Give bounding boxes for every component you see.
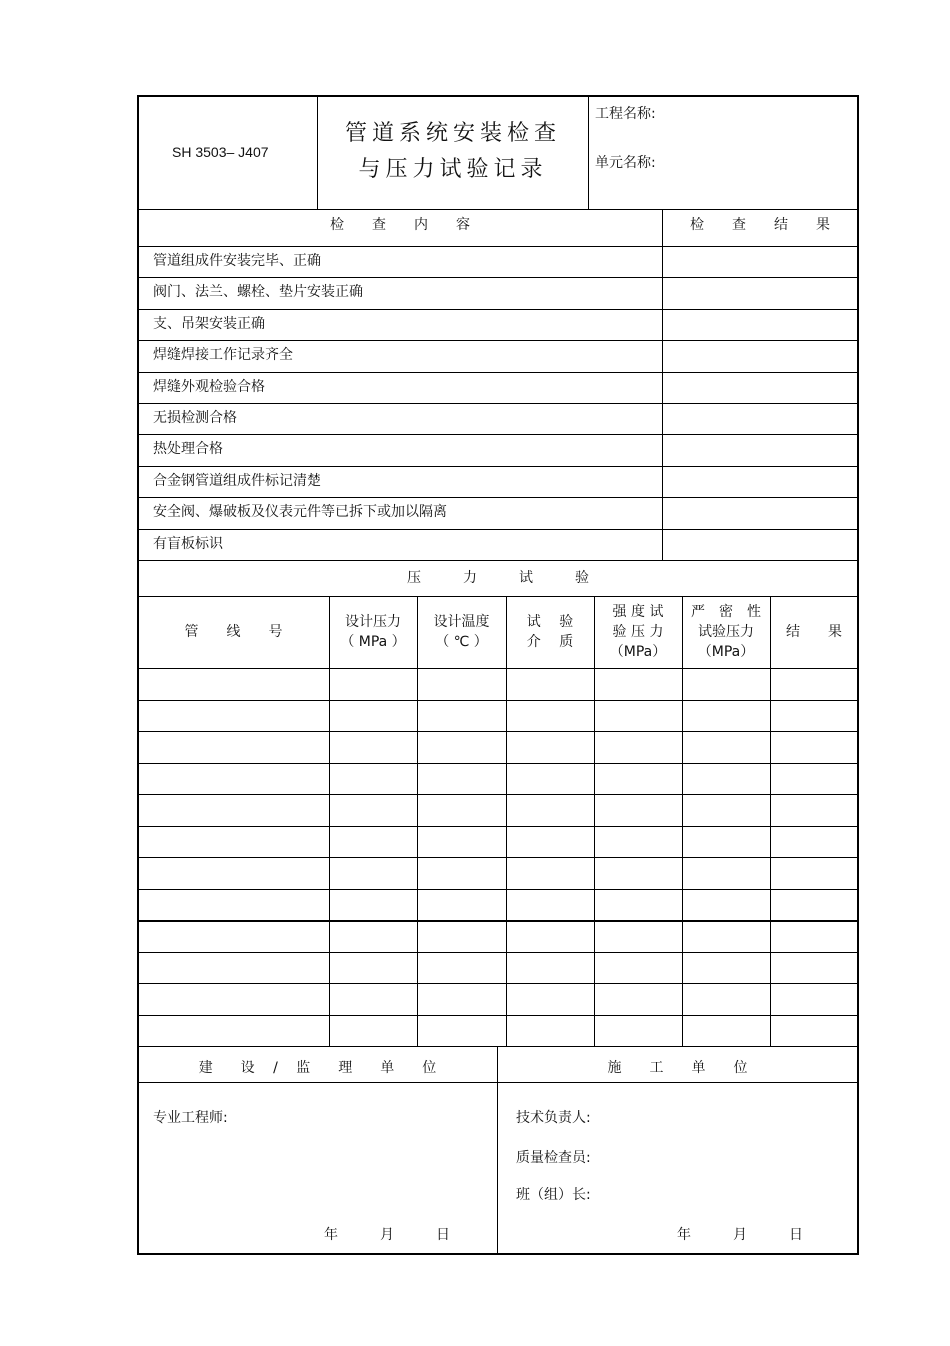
pressure-test-title: 压 力 试 验 bbox=[407, 570, 589, 586]
pressure-test-cell[interactable] bbox=[595, 953, 682, 984]
column-design-temperature-header: 设计温度 （ ℃ ） bbox=[433, 614, 490, 650]
date-left: 年 月 日 bbox=[324, 1227, 450, 1243]
column-result-header: 结 果 bbox=[786, 624, 842, 640]
pressure-test-cell[interactable] bbox=[507, 984, 594, 1015]
pressure-test-cell[interactable] bbox=[418, 953, 506, 984]
pressure-test-cell[interactable] bbox=[771, 701, 858, 732]
pressure-test-cell[interactable] bbox=[595, 764, 682, 795]
signature-header-bottom bbox=[138, 1082, 858, 1083]
pressure-test-cell[interactable] bbox=[683, 764, 770, 795]
column-tightness-test-pressure-header: 严 密 性 试验压力 （MPa） bbox=[691, 604, 761, 660]
pressure-test-cell[interactable] bbox=[418, 921, 506, 952]
inspection-item: 合金钢管道组成件标记清楚 bbox=[153, 473, 321, 489]
inspection-item: 阀门、法兰、螺栓、垫片安装正确 bbox=[153, 284, 363, 300]
header-bottom-line bbox=[138, 209, 858, 210]
pressure-test-cell[interactable] bbox=[507, 1016, 594, 1047]
pressure-test-cell[interactable] bbox=[507, 764, 594, 795]
pressure-test-cell[interactable] bbox=[507, 858, 594, 889]
inspection-result-cell[interactable] bbox=[663, 498, 858, 528]
pressure-test-cell[interactable] bbox=[418, 701, 506, 732]
pressure-test-cell[interactable] bbox=[418, 858, 506, 889]
pressure-test-cell[interactable] bbox=[330, 669, 417, 700]
pressure-test-cell[interactable] bbox=[330, 701, 417, 732]
pressure-test-cell[interactable] bbox=[683, 701, 770, 732]
pressure-test-cell[interactable] bbox=[683, 795, 770, 826]
column-pipeline-number-header: 管 线 号 bbox=[184, 624, 283, 640]
inspection-item: 焊缝焊接工作记录齐全 bbox=[153, 347, 293, 363]
pressure-test-cell[interactable] bbox=[595, 701, 682, 732]
pressure-test-cell[interactable] bbox=[683, 732, 770, 763]
inspection-content-header: 检 查 内 容 bbox=[330, 217, 470, 233]
signature-top-line bbox=[138, 1046, 858, 1047]
header-divider-right bbox=[588, 96, 589, 209]
inspection-result-cell[interactable] bbox=[663, 373, 858, 403]
pressure-test-cell[interactable] bbox=[139, 764, 329, 795]
pressure-test-cell[interactable] bbox=[507, 890, 594, 921]
pressure-test-cell[interactable] bbox=[595, 921, 682, 952]
pressure-test-cell[interactable] bbox=[683, 921, 770, 952]
pressure-test-cell[interactable] bbox=[139, 795, 329, 826]
pressure-test-cell[interactable] bbox=[330, 1016, 417, 1047]
pressure-test-cell[interactable] bbox=[771, 764, 858, 795]
inspection-result-cell[interactable] bbox=[663, 435, 858, 465]
inspection-item: 热处理合格 bbox=[153, 441, 223, 457]
inspection-result-cell[interactable] bbox=[663, 530, 858, 560]
pressure-test-cell[interactable] bbox=[330, 764, 417, 795]
form-title-line-2: 与压力试验记录 bbox=[358, 157, 548, 182]
pressure-test-cell[interactable] bbox=[771, 669, 858, 700]
pressure-test-cell[interactable] bbox=[771, 827, 858, 858]
pressure-title-bottom bbox=[138, 596, 858, 597]
pressure-test-cell[interactable] bbox=[507, 732, 594, 763]
pressure-test-cell[interactable] bbox=[330, 890, 417, 921]
pressure-test-cell[interactable] bbox=[418, 1016, 506, 1047]
form-code: SH 3503– J407 bbox=[172, 144, 269, 160]
team-leader-label: 班（组）长: bbox=[516, 1187, 591, 1203]
unit-name-label: 单元名称: bbox=[595, 155, 656, 171]
pressure-test-cell[interactable] bbox=[595, 827, 682, 858]
column-design-pressure-header: 设计压力 （ MPa ） bbox=[340, 614, 406, 650]
pressure-test-cell[interactable] bbox=[139, 669, 329, 700]
pressure-test-cell[interactable] bbox=[771, 921, 858, 952]
inspection-result-cell[interactable] bbox=[663, 247, 858, 277]
pressure-test-cell[interactable] bbox=[507, 795, 594, 826]
pressure-test-cell[interactable] bbox=[683, 984, 770, 1015]
pressure-test-cell[interactable] bbox=[771, 953, 858, 984]
pressure-test-cell[interactable] bbox=[139, 1016, 329, 1047]
inspection-result-cell[interactable] bbox=[663, 467, 858, 497]
pressure-test-cell[interactable] bbox=[330, 732, 417, 763]
pressure-test-cell[interactable] bbox=[418, 669, 506, 700]
pressure-test-cell[interactable] bbox=[507, 701, 594, 732]
pressure-test-cell[interactable] bbox=[771, 795, 858, 826]
pressure-test-cell[interactable] bbox=[418, 984, 506, 1015]
inspection-result-cell[interactable] bbox=[663, 310, 858, 340]
pressure-test-cell[interactable] bbox=[595, 795, 682, 826]
technical-lead-label: 技术负责人: bbox=[516, 1110, 591, 1126]
inspection-item: 支、吊架安装正确 bbox=[153, 316, 265, 332]
owner-supervisor-header: 建 设 / 监 理 单 位 bbox=[198, 1060, 437, 1076]
pressure-test-cell[interactable] bbox=[771, 732, 858, 763]
pressure-test-cell[interactable] bbox=[139, 827, 329, 858]
pressure-test-cell[interactable] bbox=[330, 984, 417, 1015]
pressure-test-cell[interactable] bbox=[683, 1016, 770, 1047]
pressure-test-cell[interactable] bbox=[418, 764, 506, 795]
pressure-test-cell[interactable] bbox=[139, 921, 329, 952]
pressure-test-cell[interactable] bbox=[139, 984, 329, 1015]
form-title bbox=[318, 116, 588, 188]
pressure-test-cell[interactable] bbox=[330, 953, 417, 984]
inspection-result-cell[interactable] bbox=[663, 341, 858, 371]
inspection-row-line bbox=[138, 560, 858, 561]
inspection-result-cell[interactable] bbox=[663, 404, 858, 434]
pressure-test-cell[interactable] bbox=[595, 890, 682, 921]
pressure-test-cell[interactable] bbox=[683, 827, 770, 858]
pressure-test-cell[interactable] bbox=[683, 858, 770, 889]
inspection-item: 无损检测合格 bbox=[153, 410, 237, 426]
pressure-test-cell[interactable] bbox=[139, 953, 329, 984]
pressure-test-cell[interactable] bbox=[683, 669, 770, 700]
inspection-item: 有盲板标识 bbox=[153, 536, 223, 552]
pressure-test-cell[interactable] bbox=[595, 984, 682, 1015]
pressure-test-cell[interactable] bbox=[771, 1016, 858, 1047]
inspection-item: 焊缝外观检验合格 bbox=[153, 379, 265, 395]
date-right: 年 月 日 bbox=[677, 1227, 803, 1243]
pressure-test-cell[interactable] bbox=[595, 858, 682, 889]
pressure-test-cell[interactable] bbox=[771, 984, 858, 1015]
column-strength-test-pressure-header: 强 度 试 验 压 力 （MPa） bbox=[609, 604, 667, 660]
pressure-test-cell[interactable] bbox=[330, 795, 417, 826]
inspection-result-cell[interactable] bbox=[663, 278, 858, 308]
inspection-result-header: 检 查 结 果 bbox=[690, 217, 830, 233]
pressure-test-cell[interactable] bbox=[139, 890, 329, 921]
form-title-line-1: 管道系统安装检查 bbox=[344, 121, 561, 146]
column-test-medium-header: 试 验 介 质 bbox=[526, 614, 574, 650]
pressure-test-cell[interactable] bbox=[330, 921, 417, 952]
quality-inspector-label: 质量检查员: bbox=[516, 1150, 591, 1166]
pressure-test-cell[interactable] bbox=[507, 921, 594, 952]
pressure-test-cell[interactable] bbox=[771, 858, 858, 889]
pressure-test-cell[interactable] bbox=[683, 953, 770, 984]
contractor-header: 施 工 单 位 bbox=[607, 1060, 748, 1076]
pressure-test-cell[interactable] bbox=[771, 890, 858, 921]
pressure-test-cell[interactable] bbox=[683, 890, 770, 921]
pressure-test-cell[interactable] bbox=[418, 732, 506, 763]
inspection-item: 安全阀、爆破板及仪表元件等已拆下或加以隔离 bbox=[153, 504, 447, 520]
pressure-test-cell[interactable] bbox=[139, 858, 329, 889]
pressure-test-cell[interactable] bbox=[507, 827, 594, 858]
signature-divider bbox=[497, 1046, 498, 1254]
pressure-test-cell[interactable] bbox=[595, 669, 682, 700]
pressure-test-cell[interactable] bbox=[418, 890, 506, 921]
pressure-test-cell[interactable] bbox=[330, 858, 417, 889]
pressure-test-cell[interactable] bbox=[330, 827, 417, 858]
pressure-test-cell[interactable] bbox=[418, 827, 506, 858]
pressure-test-cell[interactable] bbox=[595, 1016, 682, 1047]
pressure-test-cell[interactable] bbox=[418, 795, 506, 826]
inspection-item: 管道组成件安装完毕、正确 bbox=[153, 253, 321, 269]
pressure-test-cell[interactable] bbox=[507, 953, 594, 984]
pressure-test-cell[interactable] bbox=[139, 732, 329, 763]
pressure-test-cell[interactable] bbox=[595, 732, 682, 763]
pressure-test-cell[interactable] bbox=[139, 701, 329, 732]
project-name-label: 工程名称: bbox=[595, 106, 656, 122]
pressure-test-cell[interactable] bbox=[507, 669, 594, 700]
professional-engineer-label: 专业工程师: bbox=[153, 1110, 228, 1126]
